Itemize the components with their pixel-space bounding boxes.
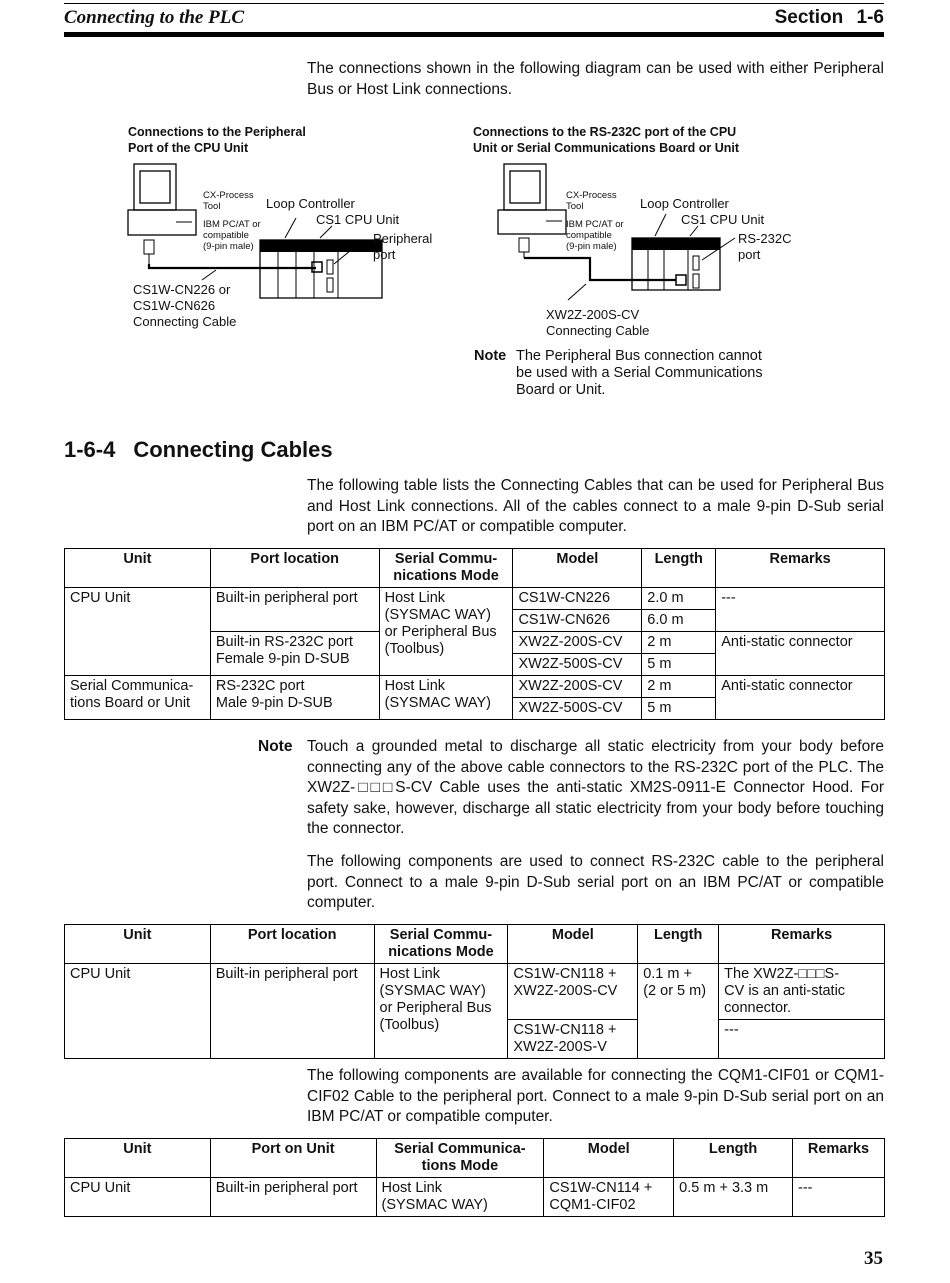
table-cell: 0.5 m + 3.3 m xyxy=(674,1178,793,1217)
header-section-label: Section 1-6 xyxy=(774,7,884,28)
right-loop-label: Loop Controller xyxy=(640,196,729,211)
col-port-location: Port location xyxy=(210,549,379,588)
table-cell: Serial Communica- tions Board or Unit xyxy=(65,676,211,720)
page-number: 35 xyxy=(864,1248,883,1269)
col-model: Model xyxy=(513,549,642,588)
col-unit: Unit xyxy=(65,925,211,964)
right-diagram-title: Connections to the RS-232C port of the CPU Unit or Serial Communications Board or Unit xyxy=(473,125,739,155)
table-cell: Built-in peripheral port xyxy=(210,964,374,1059)
note2-text: Touch a grounded metal to discharge all static electricity from your body before connecting any of the above cable connectors to the RS-232C port of the PLC. The XW2Z-□□□S-CV Cable uses the anti-static XM2S-0911-E Connector Hood. For safety sake, however, discharge all static electricity from your body before touching the connector. xyxy=(307,738,884,837)
col-port-location: Port location xyxy=(210,925,374,964)
left-tool-label: CX-Process Tool xyxy=(203,190,254,212)
table-cell: Host Link (SYSMAC WAY) or Peripheral Bus (Toolbus) xyxy=(374,964,508,1059)
table-cell: CPU Unit xyxy=(65,588,211,676)
col-comm-mode: Serial Communica- tions Mode xyxy=(376,1139,544,1178)
table-cell: Built-in peripheral port xyxy=(210,588,379,632)
left-cpu-label: CS1 CPU Unit xyxy=(316,212,400,227)
table-cell: 2 m xyxy=(642,632,716,654)
table-row xyxy=(65,676,885,698)
col-model: Model xyxy=(544,1139,674,1178)
col-port-on-unit: Port on Unit xyxy=(210,1139,376,1178)
right-port-label: RS-232C port xyxy=(738,231,792,262)
table-cell: The XW2Z-□□□S- CV is an anti-static connector. xyxy=(719,964,885,1020)
cqm1-components-table xyxy=(64,1138,885,1217)
right-cable-label: XW2Z-200S-CV Connecting Cable xyxy=(546,307,650,338)
table-cell: Host Link (SYSMAC WAY) xyxy=(379,676,513,720)
table-cell: CS1W-CN118 + XW2Z-200S-CV xyxy=(508,964,638,1020)
rs232c-components-table xyxy=(64,924,885,1059)
table-cell: 6.0 m xyxy=(642,610,716,632)
table-cell: 5 m xyxy=(642,698,716,720)
right-pc-label: IBM PC/AT or compatible (9-pin male) xyxy=(566,219,624,252)
table-cell: XW2Z-200S-CV xyxy=(513,676,642,698)
table-row xyxy=(65,588,885,610)
table-cell: 5 m xyxy=(642,654,716,676)
table-cell: Anti-static connector xyxy=(716,632,885,676)
section-heading xyxy=(64,437,333,463)
table-cell: XW2Z-500S-CV xyxy=(513,698,642,720)
table-cell: CS1W-CN626 xyxy=(513,610,642,632)
col-remarks: Remarks xyxy=(716,549,885,588)
col-length: Length xyxy=(674,1139,793,1178)
table-header-row xyxy=(65,925,885,964)
left-port-label: Peripheral port xyxy=(373,231,433,262)
table-cell: Built-in RS-232C port Female 9-pin D-SUB xyxy=(210,632,379,676)
table-cell: --- xyxy=(719,1020,885,1059)
table-cell: --- xyxy=(716,588,885,632)
left-cable-label: CS1W-CN226 or CS1W-CN626 Connecting Cable xyxy=(133,282,237,329)
table-cell: Anti-static connector xyxy=(716,676,885,720)
table-cell: CPU Unit xyxy=(65,1178,211,1217)
table-row xyxy=(65,964,885,1020)
col-comm-mode: Serial Commu- nications Mode xyxy=(379,549,513,588)
table-cell: 2.0 m xyxy=(642,588,716,610)
table-row xyxy=(65,1178,885,1217)
rs232c-paragraph: The following components are used to connect RS-232C cable to the peripheral port. Connect to a male 9-pin D-Sub serial port on an IBM PC/AT or compatible computer. xyxy=(307,853,884,911)
table-header-row xyxy=(65,549,885,588)
col-comm-mode: Serial Commu- nications Mode xyxy=(374,925,508,964)
col-remarks: Remarks xyxy=(793,1139,885,1178)
note2-label: Note xyxy=(258,738,293,755)
col-unit: Unit xyxy=(65,1139,211,1178)
left-pc-label: IBM PC/AT or compatible (9-pin male) xyxy=(203,219,261,252)
section-number: 1-6-4 xyxy=(64,437,116,462)
cables-intro-paragraph: The following table lists the Connecting Cables that can be used for Peripheral Bus and Host Link connections. All of the cables connect to a male 9-pin D-Sub serial port on an IBM PC/AT or compatible computer. xyxy=(307,477,884,535)
table-cell: --- xyxy=(793,1178,885,1217)
intro-paragraph: The connections shown in the following diagram can be used with either Peripheral Bus or Host Link connections. xyxy=(307,60,884,98)
table-cell: Host Link (SYSMAC WAY) xyxy=(376,1178,544,1217)
table-cell: 2 m xyxy=(642,676,716,698)
header-bottom-rule xyxy=(64,32,884,37)
col-length: Length xyxy=(642,549,716,588)
table-cell: Host Link (SYSMAC WAY) or Peripheral Bus (Toolbus) xyxy=(379,588,513,676)
page-header xyxy=(64,4,884,34)
table-cell: CS1W-CN114 + CQM1-CIF02 xyxy=(544,1178,674,1217)
right-cpu-label: CS1 CPU Unit xyxy=(681,212,765,227)
right-tool-label: CX-Process Tool xyxy=(566,190,617,212)
cqm1-paragraph: The following components are available for connecting the CQM1-CIF01 or CQM1-CIF02 Cable to the peripheral port. Connect to a male 9-pin D-Sub serial port on an IBM PC/AT or compatible computer. xyxy=(307,1067,884,1125)
table-cell: 0.1 m + (2 or 5 m) xyxy=(638,964,719,1059)
cables-table xyxy=(64,548,885,720)
col-model: Model xyxy=(508,925,638,964)
table-cell: Built-in peripheral port xyxy=(210,1178,376,1217)
note1-label: Note xyxy=(474,348,507,364)
col-remarks: Remarks xyxy=(719,925,885,964)
left-loop-label: Loop Controller xyxy=(266,196,355,211)
table-cell: RS-232C port Male 9-pin D-SUB xyxy=(210,676,379,720)
section-title: Connecting Cables xyxy=(133,437,333,462)
col-length: Length xyxy=(638,925,719,964)
table-cell: CS1W-CN118 + XW2Z-200S-V xyxy=(508,1020,638,1059)
left-diagram-title: Connections to the Peripheral Port of the CPU Unit xyxy=(128,125,306,155)
table-cell: XW2Z-200S-CV xyxy=(513,632,642,654)
table-header-row xyxy=(65,1139,885,1178)
table-cell: CS1W-CN226 xyxy=(513,588,642,610)
note1-text: The Peripheral Bus connection cannot be used with a Serial Communications Board or Unit. xyxy=(516,348,763,398)
table-cell: CPU Unit xyxy=(65,964,211,1059)
table-cell: XW2Z-500S-CV xyxy=(513,654,642,676)
header-chapter-title: Connecting to the PLC xyxy=(64,7,244,28)
col-unit: Unit xyxy=(65,549,211,588)
